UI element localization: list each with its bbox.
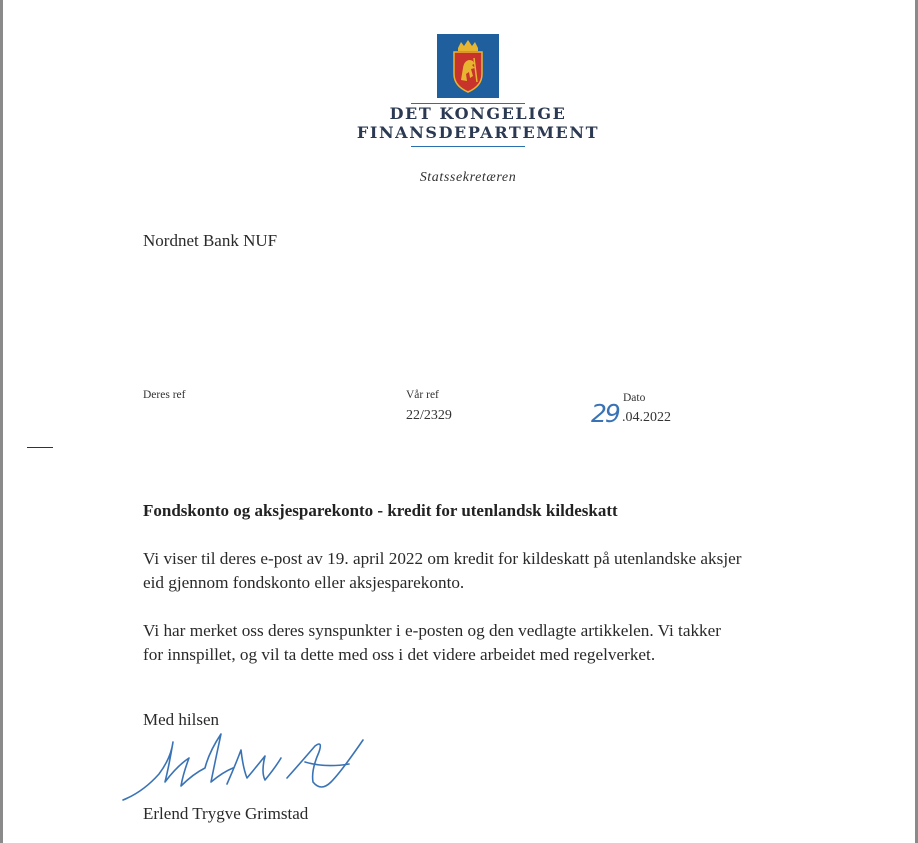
handwritten-day: 29: [591, 399, 619, 428]
office-name: Statssekretæren: [419, 170, 517, 185]
letterhead-rule-bottom: [411, 146, 525, 147]
recipient-name: Nordnet Bank NUF: [143, 231, 278, 250]
dato-label: Dato: [623, 392, 646, 404]
coat-of-arms-icon: [437, 34, 499, 98]
paragraph-2-line-2: for innspillet, og vil ta dette med oss i det videre arbeidet med regelverket.: [143, 645, 656, 664]
org-name-line-1: DET KONGELIGE: [389, 104, 567, 123]
paragraph-1-line-2: eid gjennom fondskonto eller aksjesparekonto.: [143, 573, 465, 592]
signer-name: Erlend Trygve Grimstad: [143, 804, 309, 823]
letter-subject: Fondskonto og aksjesparekonto - kredit for utenlandsk kildeskatt: [143, 501, 618, 520]
dato-value: .04.2022: [622, 410, 671, 425]
paragraph-1-line-1: Vi viser til deres e-post av 19. april 2022 om kredit for kildeskatt på utenlandske aksjer: [143, 549, 742, 568]
var-ref-label: Vår ref: [406, 389, 439, 401]
fold-mark: [27, 447, 53, 448]
signature-icon: [119, 722, 369, 812]
org-name-line-2: FINANSDEPARTEMENT: [356, 123, 600, 142]
closing: Med hilsen: [143, 710, 220, 729]
deres-ref-label: Deres ref: [143, 389, 186, 401]
var-ref-value: 22/2329: [406, 408, 452, 423]
paragraph-2-line-1: Vi har merket oss deres synspunkter i e-posten og den vedlagte artikkelen. Vi takker: [143, 621, 722, 640]
